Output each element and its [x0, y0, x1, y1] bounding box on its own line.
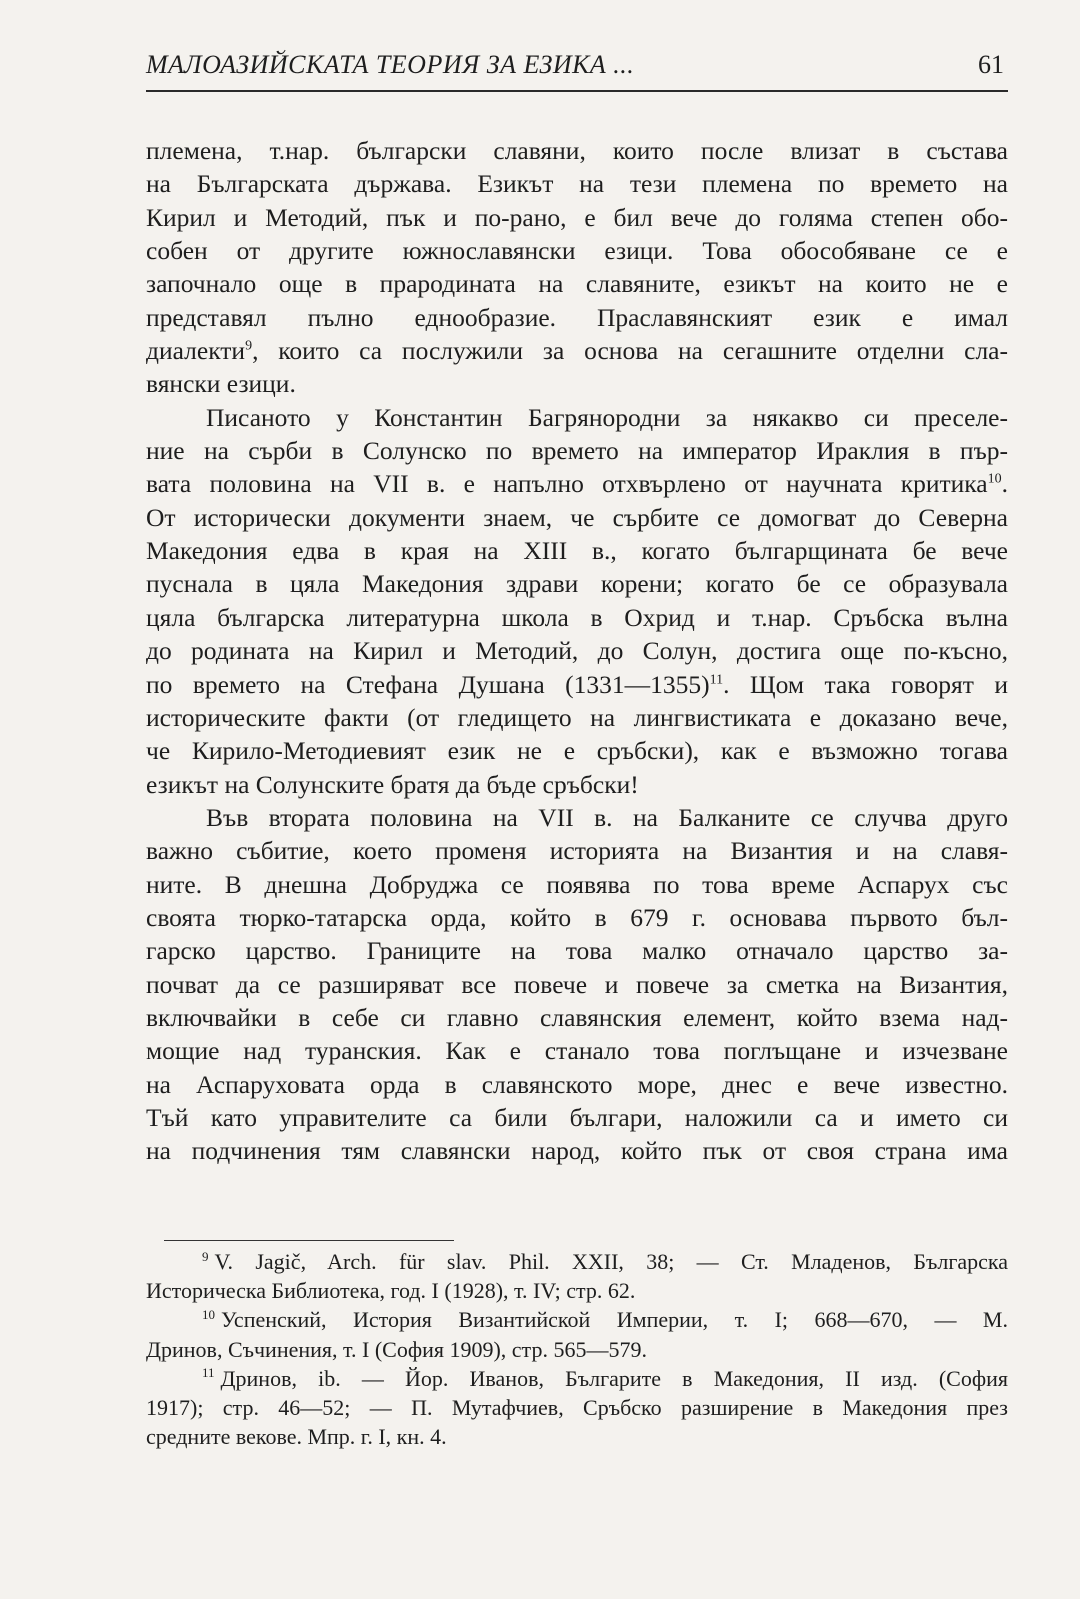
- text-line: [146, 334, 1008, 367]
- text-line: [146, 668, 1008, 701]
- text-fragment: , които са послужили за основа на сегашните отделни сла-: [252, 336, 1008, 366]
- text-line: племена, т.нар. български славяни, които после влизат в състава: [146, 136, 1008, 165]
- footnote-line: Историческа Библиотека, год. I (1928), т. IV; стр. 62.: [146, 1278, 636, 1304]
- text-line: пуснала в цяла Македония здрави корени; когато бе се образувала: [146, 569, 1008, 599]
- running-header: [146, 46, 1008, 92]
- text-line: представял пълно еднообразие. Праславянският език е имал: [146, 302, 1008, 332]
- main-text: [146, 134, 1008, 1168]
- footnote-divider: [164, 1240, 454, 1241]
- text-line: ните. В днешна Добруджа се появява по това време Аспарух със: [146, 869, 1008, 899]
- footnote-text: Успенский, История Византийской Империи, т. I; 668—670, — М.: [221, 1307, 1008, 1333]
- text-line: Македония едва в края на XIII в., когато българщината бе вече: [146, 536, 1008, 566]
- text-line: до родината на Кирил и Методий, до Солун, достига още по-късно,: [146, 636, 1008, 666]
- book-page: [146, 0, 1008, 1599]
- footnote-mark: 10: [202, 1307, 215, 1323]
- footnote-reference: 10: [987, 471, 1002, 487]
- running-title: МАЛОАЗИЙСКАТА ТЕОРИЯ ЗА ЕЗИКА ...: [146, 50, 635, 79]
- footnote-line: Дринов, Съчинения, т. I (София 1909), стр. 565—579.: [146, 1336, 647, 1362]
- footnote-line: 1917); стр. 46—52; — П. Мутафчиев, Сръбско разширение в Македония през: [146, 1394, 1008, 1420]
- text-line: гарско царство. Границите на това малко отначало царство за-: [146, 936, 1008, 966]
- text-line: езикът на Солунските братя да бъде сръбски!: [146, 769, 639, 799]
- text-line: цяла българска литературна школа в Охрид и т.нар. Сръбска вълна: [146, 602, 1008, 632]
- text-fragment: . Щом така говорят и: [723, 669, 1009, 699]
- text-line: че Кирило-Методиевият език не е сръбски), как е възможно тогава: [146, 736, 1008, 766]
- text-line: на Българската държава. Езикът на тези племена по времето на: [146, 169, 1008, 199]
- text-fragment: .: [1001, 469, 1008, 499]
- footnote-line: средните векове. Мпр. г. I, кн. 4.: [146, 1424, 447, 1450]
- text-line: почват да се разширяват все повече и повече за сметка на Византия,: [146, 969, 1008, 999]
- text-line: на подчинения тям славянски народ, който пък от своя страна има: [146, 1136, 1008, 1166]
- footnote-9: [146, 1247, 1008, 1276]
- footnote-mark: 9: [202, 1248, 209, 1264]
- footnote-reference: 11: [709, 672, 724, 687]
- paragraph-start-line: Във втората половина на VII в. на Балканите се случва друго: [206, 802, 1008, 832]
- text-line: вянски езици.: [146, 369, 296, 399]
- text-line: важно събитие, което променя историята на Византия и на славя-: [146, 836, 1008, 866]
- footnotes: [146, 1247, 1008, 1451]
- text-fragment: диалекти: [146, 336, 246, 366]
- text-line: своята тюрко-татарска орда, който в 679 г. основава първото бъл-: [146, 902, 1008, 932]
- text-line: [146, 467, 1008, 500]
- text-line: ние на сърби в Солунско по времето на император Ираклия в пър-: [146, 436, 1008, 466]
- paragraph-start-line: Писаното у Константин Багрянородни за някакво си преселе-: [206, 402, 1008, 432]
- footnote-11: [146, 1364, 1008, 1393]
- footnote-10: [146, 1305, 1008, 1334]
- text-fragment: по времето на Стефана Душана (1331—1355): [146, 669, 710, 699]
- text-line: историческите факти (от гледището на лингвистиката е доказано вече,: [146, 702, 1008, 732]
- text-line: От исторически документи знаем, че сърбите се домогват до Северна: [146, 502, 1008, 532]
- text-line: включвайки в себе си главно славянския елемент, който взема над-: [146, 1002, 1008, 1032]
- footnote-text: Дринов, ib. — Йор. Иванов, Българите в Македония, II изд. (София: [220, 1365, 1008, 1391]
- footnote-reference: 9: [245, 338, 253, 354]
- footnote-mark: 11: [202, 1365, 215, 1381]
- text-line: започнало още в прародината на славяните, езикът на които не е: [146, 269, 1008, 299]
- text-line: Кирил и Методий, пък и по-рано, е бил вече до голяма степен обо-: [146, 202, 1008, 232]
- text-line: Тъй като управителите са били българи, наложили са и името си: [146, 1102, 1008, 1132]
- text-line: собен от другите южнославянски езици. Това обособяване се е: [146, 236, 1008, 266]
- text-line: мощие над туранския. Как е станало това поглъщане и изчезване: [146, 1036, 1008, 1066]
- footnote-text: V. Jagič, Arch. für slav. Phil. XXII, 38; — Ст. Младенов, Българска: [214, 1249, 1008, 1274]
- text-fragment: вата половина на VII в. е напълно отхвърлено от научната критика: [146, 469, 988, 499]
- page-number: 61: [978, 50, 1004, 79]
- text-line: на Аспаруховата орда в славянското море, днес е вече известно.: [146, 1069, 1008, 1099]
